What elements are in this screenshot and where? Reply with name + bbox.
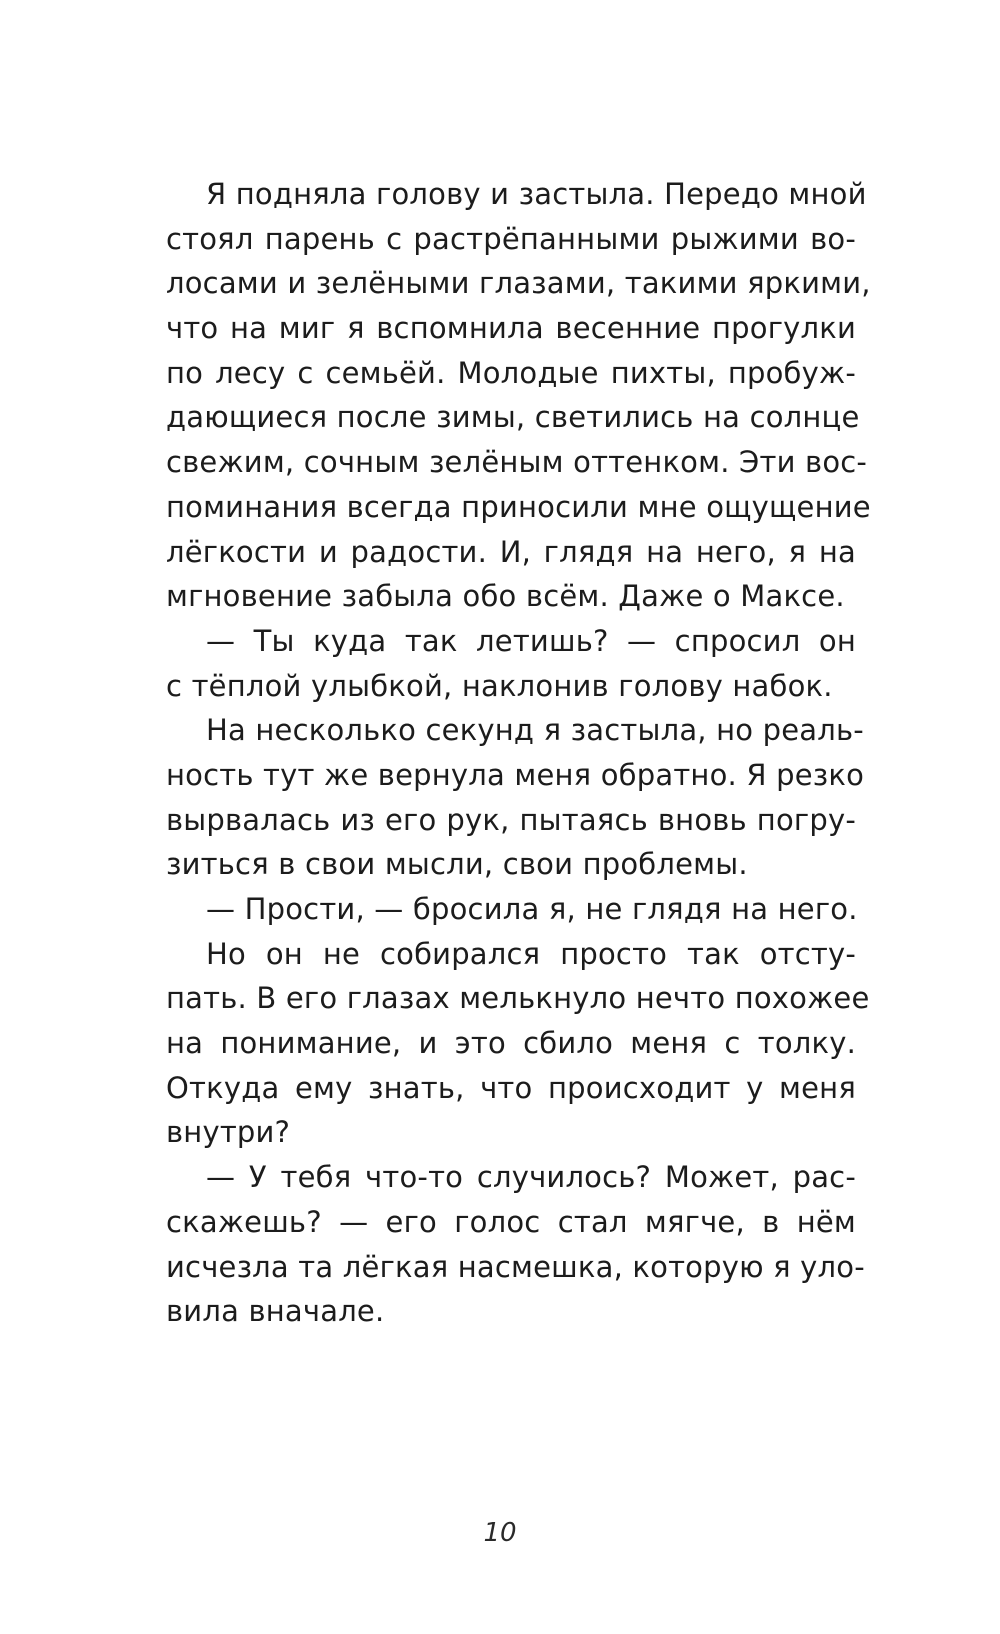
page-number: 10 xyxy=(483,1518,517,1548)
paragraph xyxy=(166,708,865,887)
text-line: исчезла та лёгкая насмешка, которую я уло- xyxy=(166,1249,865,1284)
text-line: На несколько секунд я застыла, но реаль- xyxy=(206,713,864,748)
paragraph xyxy=(166,172,871,619)
body-text xyxy=(166,172,871,1334)
text-line: зиться в свои мысли, свои проблемы. xyxy=(166,847,748,882)
text-line: вырвалась из его рук, пытаясь вновь погру- xyxy=(166,802,856,837)
paragraph xyxy=(166,887,856,932)
text-line: внутри? xyxy=(166,1115,291,1150)
text-line: ность тут же вернула меня обратно. Я резко xyxy=(166,757,865,792)
text-line: лёгкости и радости. И, глядя на него, я на xyxy=(166,534,856,569)
text-line: Но он не собирался просто так отсту- xyxy=(206,936,856,971)
text-line: Откуда ему знать, что происходит у меня xyxy=(166,1070,856,1105)
text-line: что на миг я вспомнила весенние прогулки xyxy=(166,311,856,346)
text-line: Я подняла голову и застыла. Передо мной xyxy=(206,177,867,211)
text-line: на понимание, и это сбило меня с толку. xyxy=(166,1026,856,1061)
text-line: — У тебя что-то случилось? Может, рас- xyxy=(206,1160,856,1195)
text-line: — Ты куда так летишь? — спросил он xyxy=(206,623,856,658)
text-line: стоял парень с растрёпанными рыжими во- xyxy=(166,221,856,256)
text-line: по лесу с семьёй. Молодые пихты, пробуж- xyxy=(166,355,856,390)
text-line: — Прости, — бросила я, не глядя на него. xyxy=(206,892,858,926)
paragraph xyxy=(166,1155,865,1334)
text-line: поминания всегда приносили мне ощущение xyxy=(166,489,871,524)
paragraph xyxy=(166,619,856,708)
text-line: дающиеся после зимы, светились на солнце xyxy=(166,400,860,435)
paragraph xyxy=(166,932,870,1155)
text-line: свежим, сочным зелёным оттенком. Эти вос- xyxy=(166,445,868,480)
text-line: пать. В его глазах мелькнуло нечто похожее xyxy=(166,981,870,1016)
text-line: вила вначале. xyxy=(166,1294,385,1329)
text-line: с тёплой улыбкой, наклонив голову набок. xyxy=(166,668,833,703)
text-line: скажешь? — его голос стал мягче, в нём xyxy=(166,1204,856,1239)
text-line: лосами и зелёными глазами, такими яркими, xyxy=(166,266,871,301)
text-line: мгновение забыла обо всём. Даже о Максе. xyxy=(166,579,845,614)
